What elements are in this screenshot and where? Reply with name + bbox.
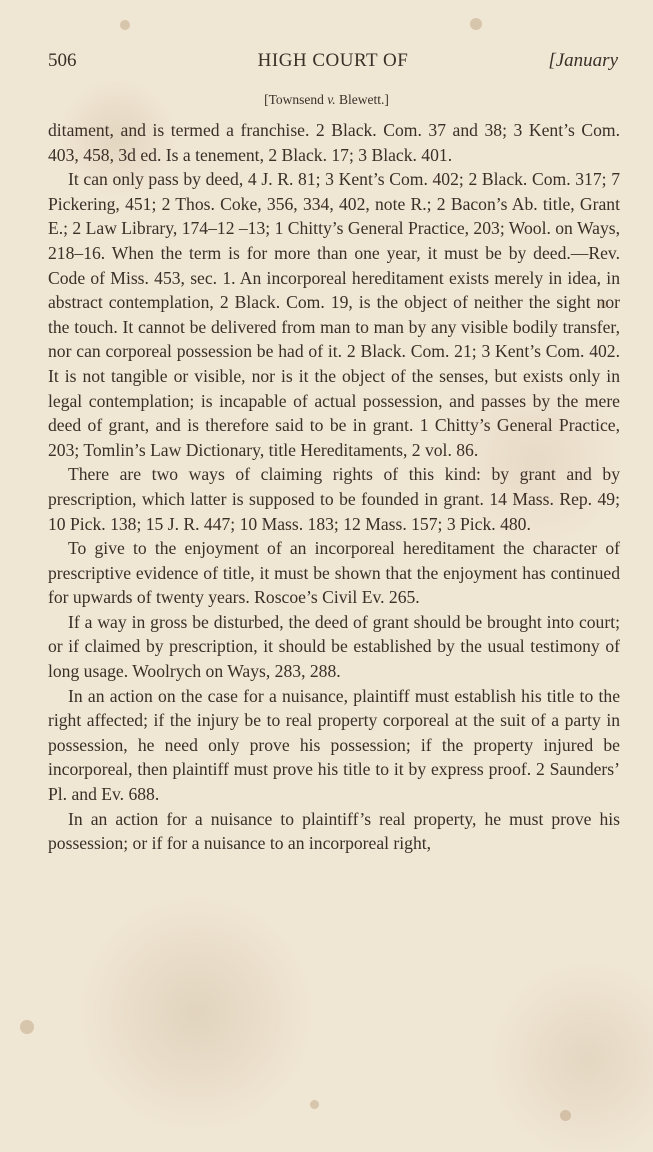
foxing-spot — [310, 1100, 319, 1109]
caption-party1: Townsend — [268, 92, 324, 107]
paragraph: ditament, and is termed a franchise. 2 Black. Com. 37 and 38; 3 Kent’s Com. 403, 458, 3d ed. Is a tenement, 2 Black. 17; 3 Black. 401. — [48, 120, 620, 165]
running-title: HIGH COURT OF — [257, 50, 409, 71]
paragraph: In an action on the case for a nuisance, plaintiff must establish his title to the right affected; if the injury be to real property corporeal at the suit of a party in possession, he need only prove his possession; if the property injured be incorporeal, then plaintiff must prove his title to it by express proof. 2 Saunders’ Pl. and Ev. 688. — [48, 685, 620, 805]
foxing-spot — [120, 20, 130, 30]
paragraph: If a way in gross be disturbed, the deed of grant should be brought into court; or if claimed by prescription, it should be established by the usual testimony of long usage. Woolrych on Ways, 283, 288. — [48, 611, 620, 682]
paragraph: There are two ways of claiming rights of this kind: by grant and by prescription, which latter is supposed to be founded in grant. 14 Mass. Rep. 49; 10 Pick. 138; 15 J. R. 447; 10 Mass. 183; 12 Mass. 157; 3 Pick. 480. — [48, 464, 620, 534]
foxing-spot — [560, 1110, 571, 1121]
page-number: 506 — [48, 50, 77, 71]
paragraph: It can only pass by deed, 4 J. R. 81; 3 Kent’s Com. 402; 2 Black. Com. 317; 7 Pickering, 451; 2 Thos. Coke, 356, 334, 402, note R.; 2 Bacon’s Ab. title, Grant E.; 2 Law Library, 174–12 –13; 1 Chitty’s General Practice, 203; Wool. on Ways, 218–16. When the term is for more than one year, it must be by deed.—Rev. Code of Miss. 453, sec. 1. An incorporeal hereditament exists merely in idea, in abstract contemplation, 2 Black. Com. 19, is the object of neither the sight nor the touch. It cannot be delivered from man to man by any visible bodily transfer, nor can corporeal possession be had of it. 2 Black. Com. 21; 3 Kent’s Com. 402. It is not tangible or visible, nor is it the object of the senses, but exists only in legal contemplation; is incapable of actual possession, and passes by the mere deed of grant, and is therefore said to be in grant. 1 Chitty’s General Practice, 203; Tomlin’s Law Dictionary, title Hereditaments, 2 vol. 86. — [48, 169, 620, 460]
running-date: [January — [548, 50, 618, 71]
body-text — [48, 118, 620, 856]
foxing-spot — [470, 18, 482, 30]
foxing-spot — [20, 1020, 34, 1034]
paragraph: To give to the enjoyment of an incorporeal hereditament the character of prescriptive evidence of title, it must be shown that the enjoyment has continued for upwards of twenty years. Roscoe’s Civil Ev. 265. — [48, 538, 620, 608]
page-header — [48, 50, 618, 78]
caption-close-bracket: ] — [384, 92, 389, 107]
case-caption — [0, 92, 653, 108]
paragraph: In an action for a nuisance to plaintiff’s real property, he must prove his possession; or if for a nuisance to an incorporeal right, — [48, 808, 620, 854]
caption-versus: v. — [327, 92, 336, 107]
caption-party2: Blewett. — [339, 92, 385, 107]
caption-open-bracket: [ — [264, 92, 269, 107]
